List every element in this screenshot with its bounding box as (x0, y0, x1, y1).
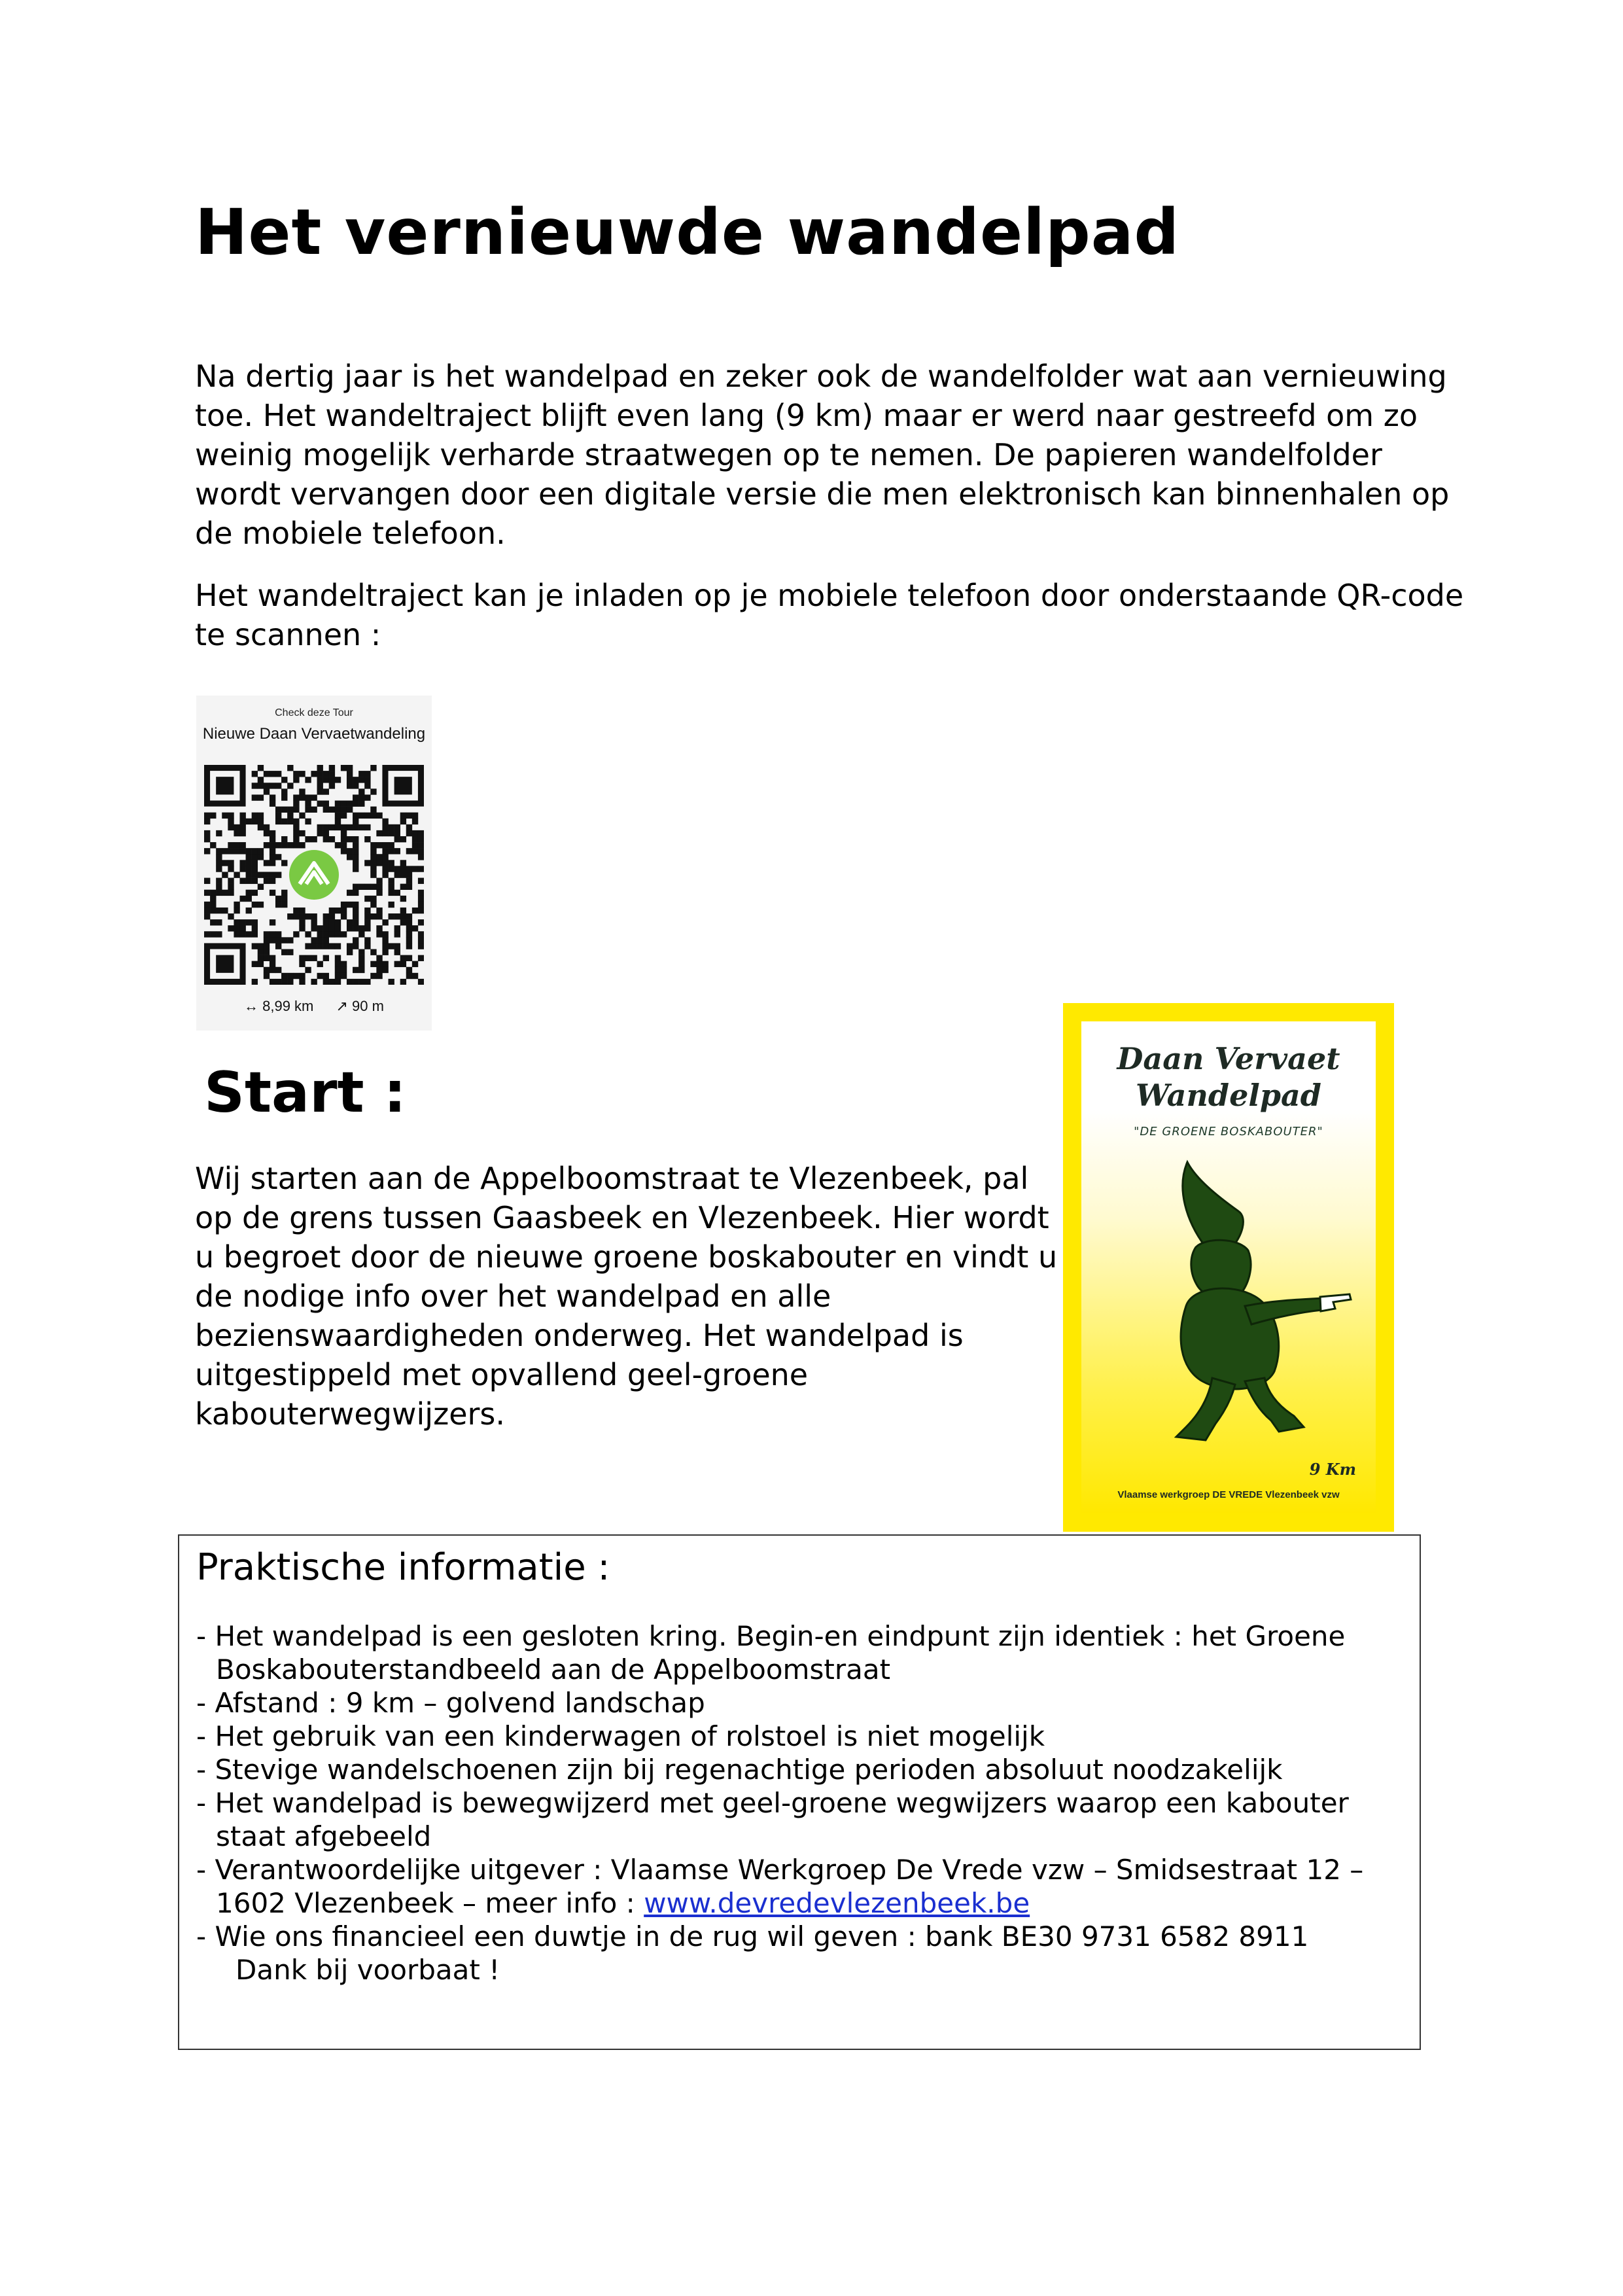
poster-title-line1: Daan Vervaet (1117, 1041, 1340, 1076)
thanks-text: Dank bij voorbaat ! (236, 1954, 500, 1986)
qr-code-image (204, 765, 424, 985)
qr-check-label: Check deze Tour (275, 707, 353, 718)
intro-paragraph-2: Het wandeltraject kan je inladen op je mobiele telefoon door onderstaande QR-code te scannen : (195, 578, 1464, 652)
donation-text: - Wie ons financieel een duwtje in de rug wil geven : bank BE30 9731 6582 8911 (196, 1920, 1309, 1952)
poster-subtitle: "DE GROENE BOSKABOUTER" (1134, 1125, 1323, 1139)
poster-title-line2: Wandelpad (1136, 1078, 1321, 1113)
page-title: Het vernieuwde wandelpad (195, 196, 1180, 269)
wandelpad-poster (1063, 1003, 1394, 1532)
gnome-illustration (1108, 1149, 1356, 1457)
start-heading: Start : (204, 1060, 406, 1125)
poster-distance: 9 Km (1309, 1460, 1356, 1479)
qr-distance: ↔ 8,99 km (244, 998, 314, 1014)
info-item-donation (196, 1920, 1406, 1987)
poster-footer: Vlaamse werkgroep DE VREDE Vlezenbeek vzw (1117, 1489, 1340, 1500)
info-item: - Stevige wandelschoenen zijn bij regenachtige perioden absoluut noodzakelijk (196, 1754, 1283, 1786)
practical-info-box (178, 1534, 1421, 2050)
info-heading: Praktische informatie : (196, 1546, 610, 1589)
info-item: - Het gebruik van een kinderwagen of rolstoel is niet mogelijk (196, 1720, 1045, 1752)
info-item: - Afstand : 9 km – golvend landschap (196, 1687, 705, 1719)
qr-tour-name: Nieuwe Daan Vervaetwandeling (202, 725, 426, 743)
qr-tour-stats (196, 998, 432, 1015)
info-item-publisher (196, 1853, 1406, 1920)
info-item: - Het wandelpad is een gesloten kring. Begin-en eindpunt zijn identiek : het Groene Boskabouterstandbeeld aan de Appelboomstraat (196, 1620, 1346, 1686)
publisher-text: - Verantwoordelijke uitgever : Vlaamse Werkgroep De Vrede vzw – Smidsestraat 12 – 1602 Vlezenbeek – meer info : (196, 1854, 1364, 1919)
qr-code-card[interactable] (196, 696, 432, 1031)
info-list (196, 1619, 1406, 1987)
start-paragraph: Wij starten aan de Appelboomstraat te Vlezenbeek, pal op de grens tussen Gaasbeek en Vlezenbeek. Hier wordt u begroet door de nieuwe groene boskabouter en vindt u de nodige info over het wandelpad en alle bezienswaardigheden onderweg. Het wandelpad is uitgestippeld met opvallend geel-groene kabouterwegwijzers. (195, 1161, 1058, 1432)
intro-paragraph-1: Na dertig jaar is het wandelpad en zeker ook de wandelfolder wat aan vernieuwing toe. Het wandeltraject blijft even lang (9 km) maar er werd naar gestreefd om zo weinig mogelijk verharde straatwegen op te nemen. De papieren wandelfolder wordt vervangen door een digitale versie die men elektronisch kan binnenhalen op de mobiele telefoon. (195, 359, 1450, 551)
poster-panel (1081, 1021, 1376, 1513)
qr-elevation: ↗ 90 m (336, 998, 384, 1014)
info-item: - Het wandelpad is bewegwijzerd met geel-groene wegwijzers waarop een kabouter staat afgebeeld (196, 1787, 1349, 1852)
website-link[interactable]: www.devredevlezenbeek.be (644, 1887, 1030, 1919)
